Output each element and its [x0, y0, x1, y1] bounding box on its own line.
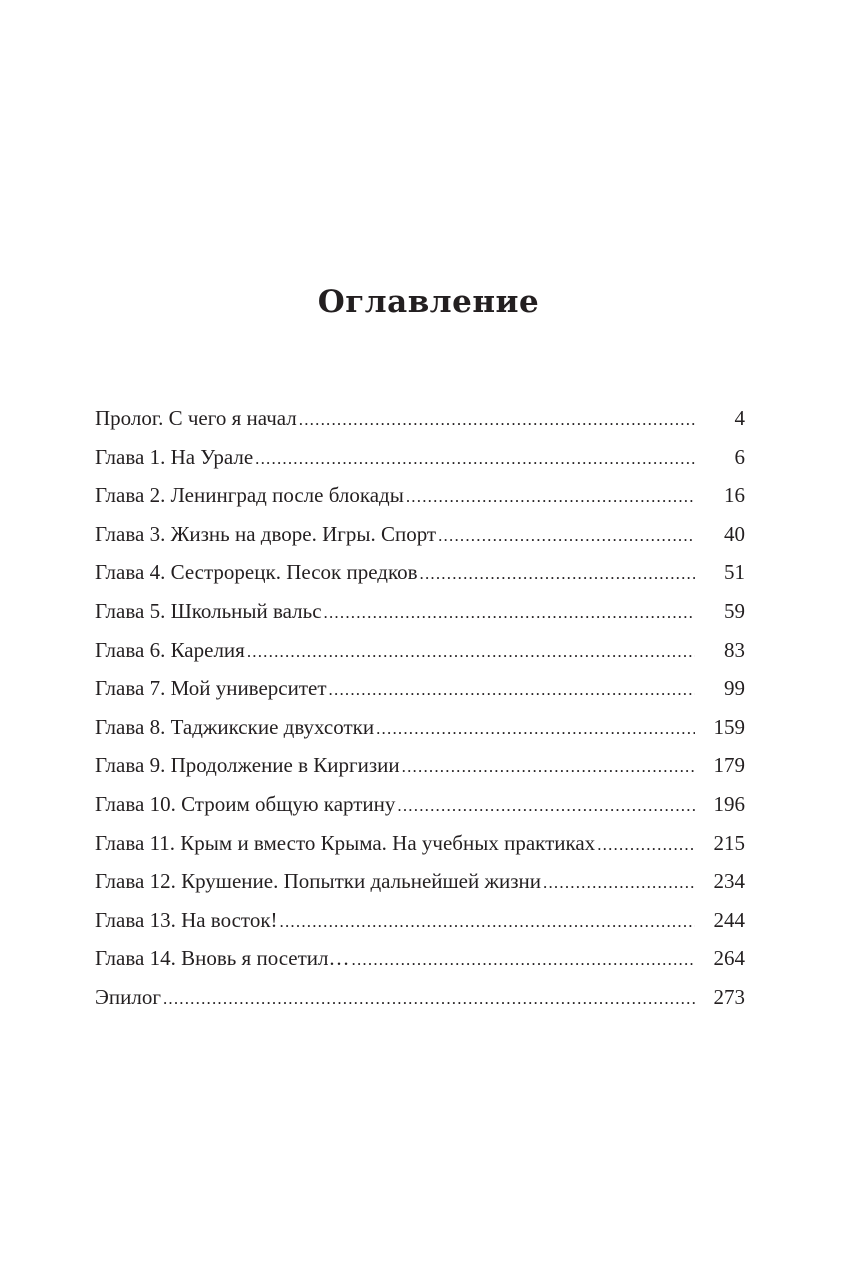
toc-entry-label: Эпилог	[95, 984, 161, 1009]
toc-entry-epilogue[interactable]	[95, 978, 745, 1017]
toc-leader-dots	[402, 748, 695, 787]
toc-entry-chapter-2[interactable]	[95, 476, 745, 515]
toc-leader-dots	[406, 478, 695, 517]
toc-entry-label: Глава 1. На Урале	[95, 444, 254, 469]
toc-entry-label: Глава 12. Крушение. Попытки дальнейшей жизни	[95, 869, 542, 894]
toc-entry-label: Глава 6. Карелия	[95, 637, 245, 662]
toc-page-number: 59	[724, 598, 745, 623]
toc-page-number: 51	[724, 560, 745, 585]
toc-leader-dots	[597, 826, 695, 865]
toc-entry-label: Глава 8. Таджикские двухсотки	[95, 714, 375, 739]
table-of-contents	[95, 399, 745, 1017]
toc-leader-dots	[255, 440, 695, 479]
toc-page-number: 159	[713, 714, 745, 739]
toc-leader-dots	[280, 903, 695, 942]
toc-entry-label: Глава 9. Продолжение в Киргизии	[95, 753, 400, 778]
toc-entry-chapter-8[interactable]	[95, 708, 745, 747]
toc-page-number: 4	[734, 406, 745, 430]
toc-leader-dots	[376, 710, 695, 749]
toc-entry-label: Глава 5. Школьный вальс	[95, 598, 322, 623]
toc-leader-dots	[543, 864, 695, 903]
toc-leader-dots	[438, 517, 695, 556]
toc-entry-chapter-7[interactable]	[95, 669, 745, 708]
toc-entry-prologue[interactable]	[95, 399, 745, 438]
toc-leader-dots	[352, 941, 695, 980]
toc-leader-dots	[324, 594, 695, 633]
toc-entry-chapter-14[interactable]	[95, 939, 745, 978]
toc-leader-dots	[397, 787, 695, 826]
toc-page-number: 6	[734, 444, 745, 469]
toc-page-number: 196	[713, 791, 745, 816]
toc-leader-dots	[420, 555, 696, 594]
toc-entry-chapter-12[interactable]	[95, 862, 745, 901]
toc-page-number: 16	[724, 483, 745, 508]
toc-entry-chapter-6[interactable]	[95, 631, 745, 670]
toc-entry-chapter-11[interactable]	[95, 824, 745, 863]
page-title: Оглавление	[317, 284, 540, 320]
toc-page-number: 244	[713, 907, 745, 932]
toc-entry-label: Глава 13. На восток!	[95, 907, 278, 932]
toc-page-number: 83	[724, 637, 745, 662]
toc-entry-label: Глава 7. Мой университет	[95, 676, 327, 701]
toc-entry-chapter-4[interactable]	[95, 553, 745, 592]
toc-entry-chapter-1[interactable]	[95, 438, 745, 477]
toc-entry-label: Глава 14. Вновь я посетил…	[95, 946, 350, 971]
toc-entry-label: Глава 2. Ленинград после блокады	[95, 483, 404, 508]
toc-entry-label: Глава 4. Сестрорецк. Песок предков	[95, 560, 418, 585]
toc-page-number: 273	[713, 984, 745, 1009]
toc-entry-label: Глава 10. Строим общую картину	[95, 791, 396, 816]
toc-entry-chapter-9[interactable]	[95, 746, 745, 785]
toc-entry-label: Пролог. С чего я начал	[95, 406, 297, 430]
toc-leader-dots	[299, 401, 695, 440]
toc-entry-label: Глава 11. Крым и вместо Крыма. На учебных практиках	[95, 830, 596, 855]
toc-page-number: 234	[713, 869, 745, 894]
toc-page-number: 179	[713, 753, 745, 778]
toc-entry-chapter-10[interactable]	[95, 785, 745, 824]
toc-leader-dots	[329, 671, 695, 710]
toc-leader-dots	[163, 980, 695, 1019]
toc-page-number: 40	[724, 521, 745, 546]
toc-entry-label: Глава 3. Жизнь на дворе. Игры. Спорт	[95, 521, 437, 546]
toc-page-number: 264	[713, 946, 745, 971]
toc-entry-chapter-3[interactable]	[95, 515, 745, 554]
toc-page-number: 99	[724, 676, 745, 701]
toc-leader-dots	[247, 633, 695, 672]
toc-entry-chapter-13[interactable]	[95, 901, 745, 940]
toc-entry-chapter-5[interactable]	[95, 592, 745, 631]
toc-page-number: 215	[713, 830, 745, 855]
